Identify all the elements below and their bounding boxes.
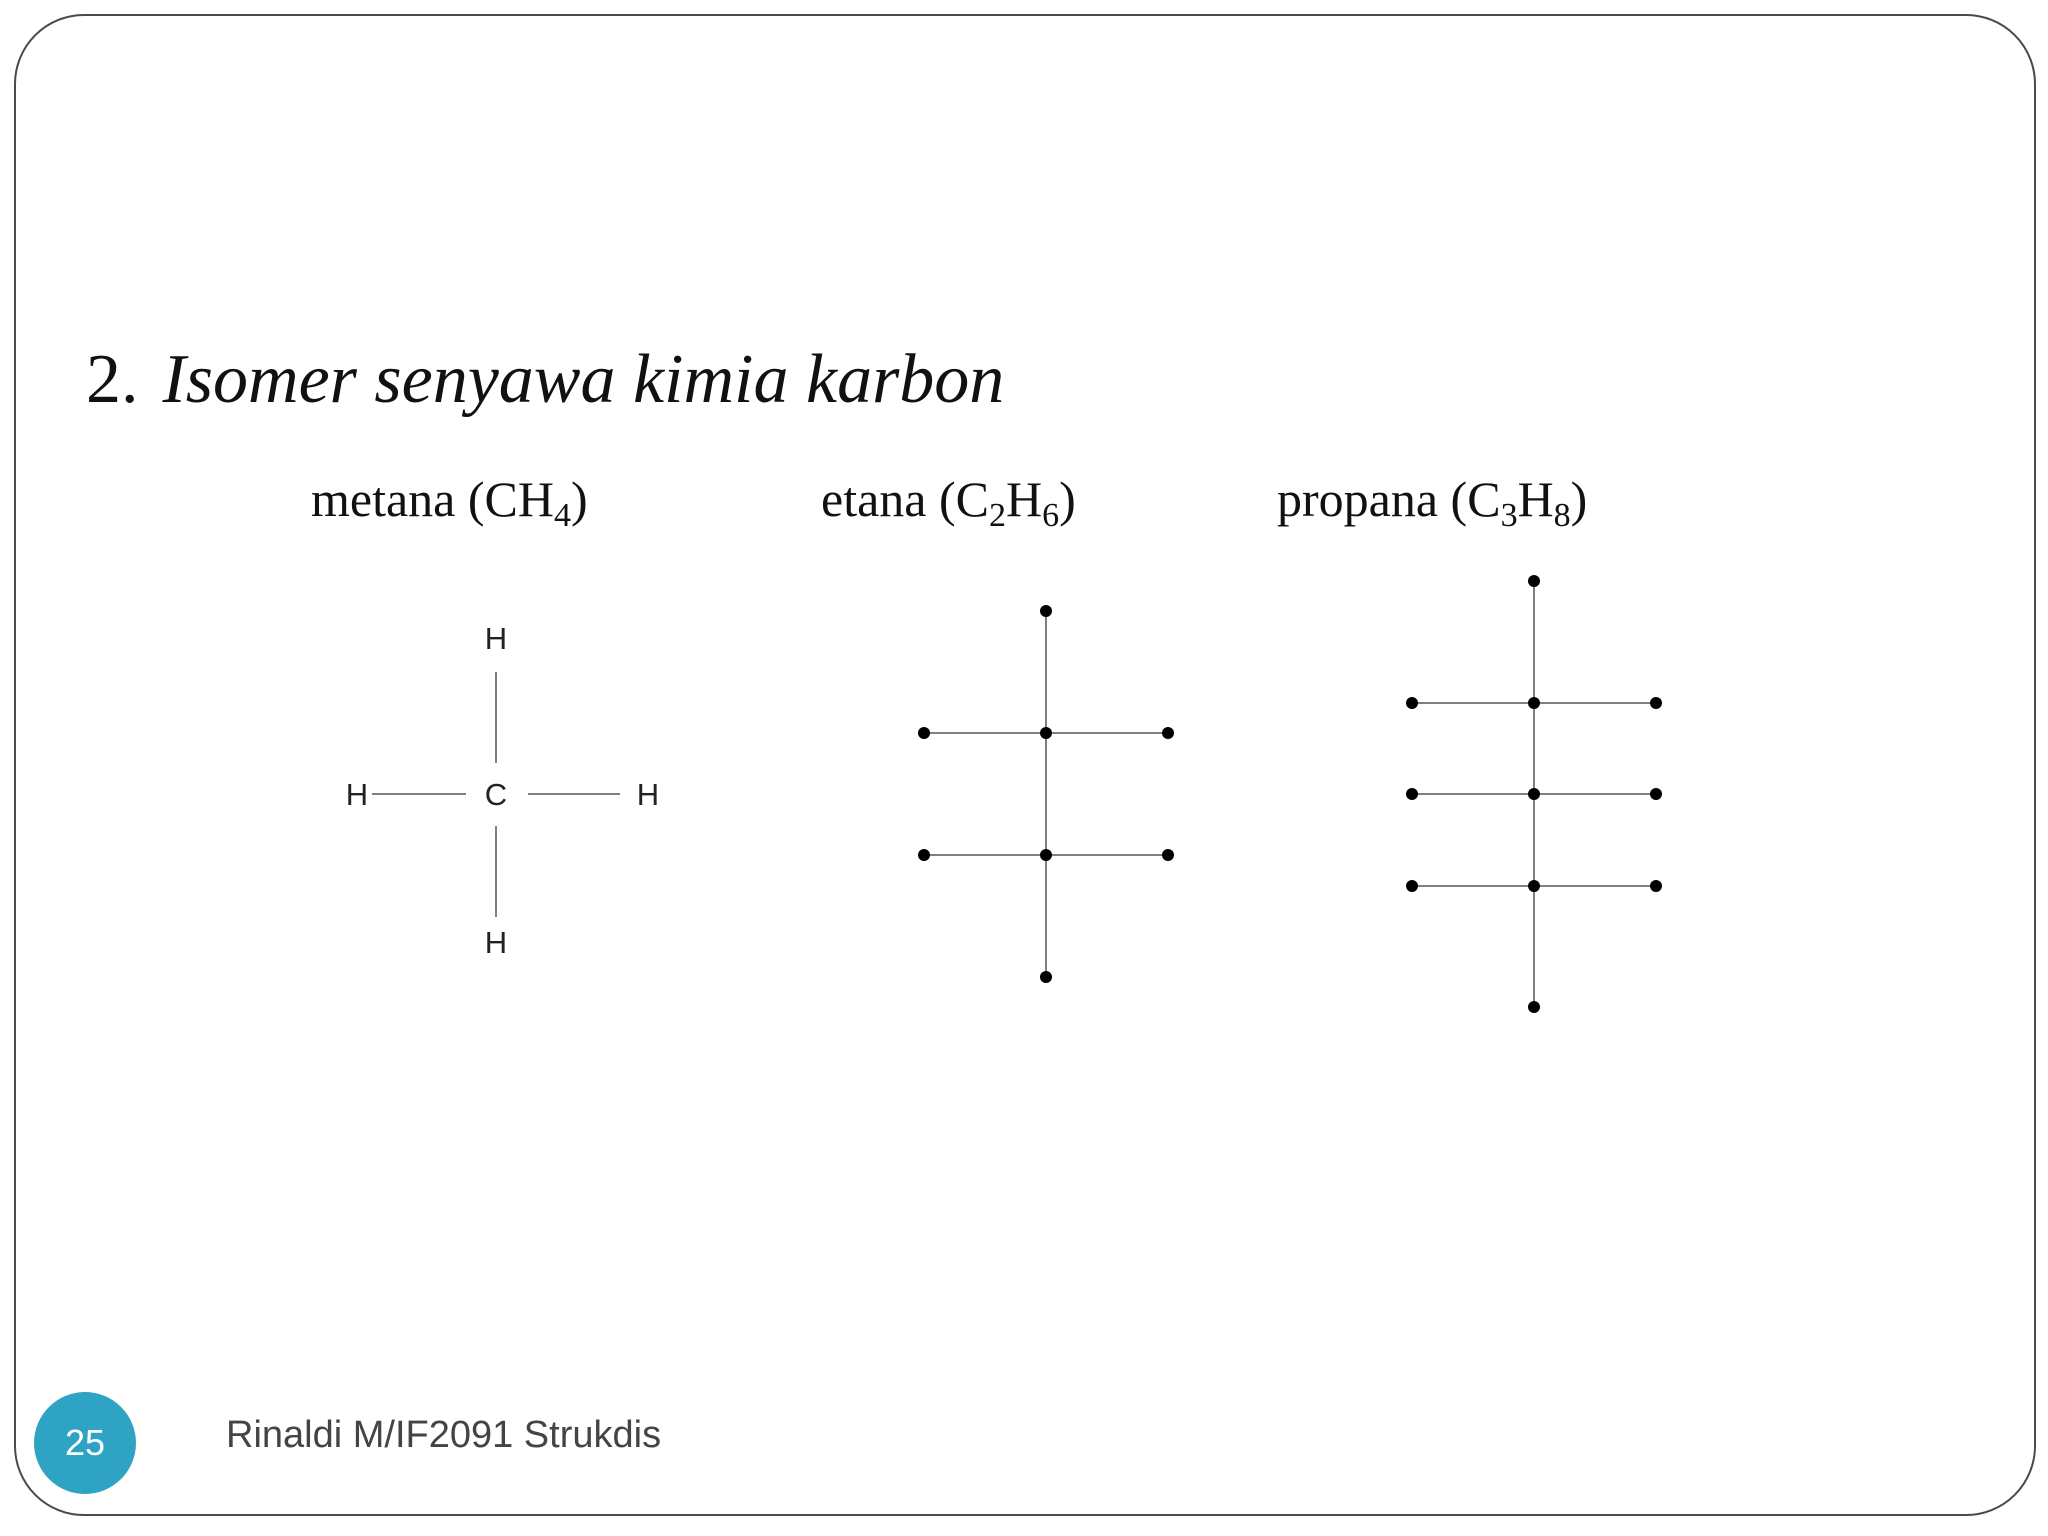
graph-vertex — [1040, 727, 1052, 739]
graph-vertex — [1528, 697, 1540, 709]
graph-vertex — [1528, 1001, 1540, 1013]
formula-subscript: 8 — [1553, 497, 1571, 534]
molecule-name-propana: propana — [1277, 471, 1439, 527]
formula-subscript: 4 — [554, 497, 571, 534]
graph-vertex — [1528, 880, 1540, 892]
graph-vertex — [918, 849, 930, 861]
graph-vertex — [1406, 788, 1418, 800]
graph-vertex — [1650, 788, 1662, 800]
graph-vertex — [1040, 605, 1052, 617]
atom-h-bottom: H — [484, 925, 508, 960]
formula-element: C — [955, 471, 989, 527]
footer-credit: Rinaldi M/IF2091 Strukdis — [226, 1414, 662, 1456]
graph-vertex — [1406, 697, 1418, 709]
graph-vertex — [1528, 788, 1540, 800]
page-number: 25 — [64, 1422, 106, 1463]
atom-h-top: H — [484, 621, 508, 656]
atom-c-center: C — [484, 777, 508, 812]
formula-subscript: 2 — [988, 497, 1006, 534]
atom-h-right: H — [636, 777, 660, 812]
formula-etana: etana $(C_2H_6)$ — [821, 471, 1076, 534]
page-number-badge — [34, 1392, 136, 1494]
formula-subscript: 6 — [1042, 497, 1060, 534]
graph-vertex — [1528, 575, 1540, 587]
graph-vertex — [1040, 971, 1052, 983]
graph-vertex — [1040, 849, 1052, 861]
formula-element: H — [517, 471, 554, 527]
heading-text: Isomer senyawa kimia karbon — [162, 341, 1005, 418]
heading-number: 2. — [86, 341, 139, 418]
formula-element: C — [1467, 471, 1501, 527]
propana-graph — [1406, 575, 1662, 1013]
graph-vertex — [1162, 727, 1174, 739]
molecule-name-metana: metana — [311, 471, 456, 527]
graph-vertex — [1406, 880, 1418, 892]
graph-vertex — [1162, 849, 1174, 861]
formula-propana: propana $(C_3H_8)$ — [1277, 471, 1588, 534]
etana-graph — [918, 605, 1174, 983]
formula-element: H — [1517, 471, 1554, 527]
atom-h-left: H — [345, 777, 369, 812]
graph-vertex — [1650, 880, 1662, 892]
formula-metana: metana $(CH_4)$ — [311, 471, 588, 534]
molecule-name-etana: etana — [821, 471, 927, 527]
graph-vertex — [918, 727, 930, 739]
formula-element: H — [1005, 471, 1043, 527]
formula-element: C — [484, 471, 518, 527]
formula-subscript: 3 — [1500, 497, 1518, 534]
graph-vertex — [1650, 697, 1662, 709]
